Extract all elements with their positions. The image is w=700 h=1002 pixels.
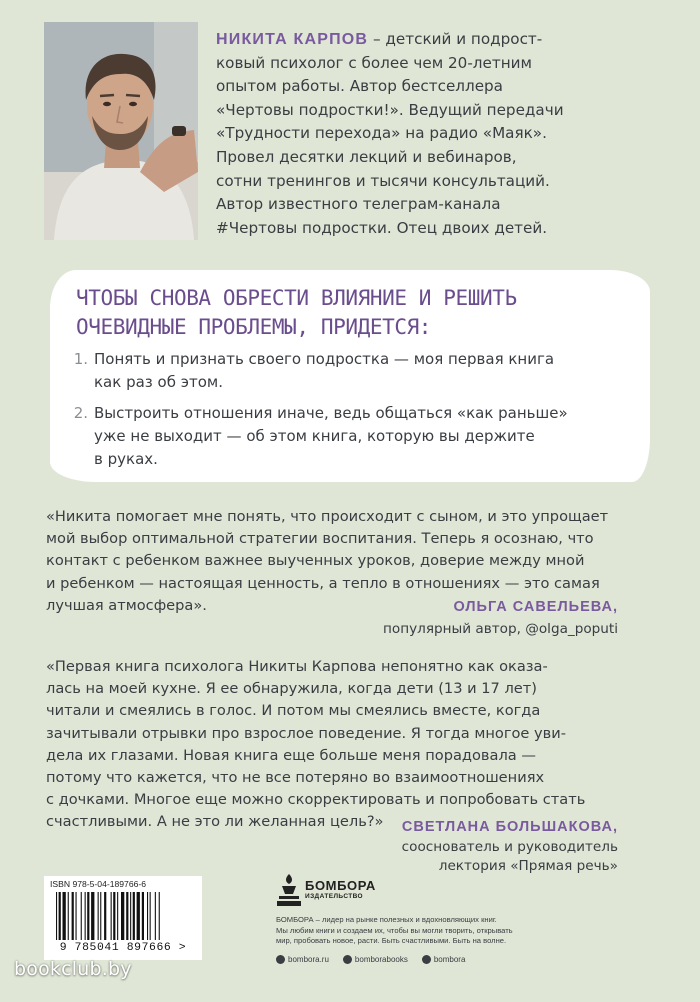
author-portrait-image — [44, 22, 198, 240]
author-name: НИКИТА КАРПОВ — [216, 31, 369, 48]
quote-author-role — [298, 620, 618, 639]
publisher-blurb — [276, 915, 626, 947]
callout-item-number: 2. — [73, 404, 88, 422]
quote-line: потому что кажется, что не все потеряно во взаимоотношениях — [46, 769, 545, 787]
callout-item-line: как раз об этом. — [94, 373, 223, 391]
quote-line: «Никита помогает мне понять, что происходит с сыном, и это упрощает — [46, 508, 609, 525]
quote-author-name: ОЛЬГА САВЕЛЬЕВА, — [453, 599, 618, 615]
quote-line: лась на моей кухне. Я ее обнаружила, когда дети (13 и 17 лет) — [46, 680, 537, 698]
publisher-name: БОМБОРА — [305, 878, 376, 893]
callout-heading-line: ЧТОБЫ СНОВА ОБРЕСТИ ВЛИЯНИЕ И РЕШИТЬ — [76, 286, 517, 310]
publisher-logo-icon — [276, 872, 302, 908]
callout-item-number: 1. — [73, 350, 88, 368]
callout-heading — [76, 284, 636, 342]
video-icon — [422, 955, 431, 964]
publisher-blurb-line: мир, пробовать новое, расти. Быть счастливыми. Быть на волне. — [276, 936, 507, 946]
quote-line: зачитывали отрывки про взрослое поведение. Я тогда многое уви- — [46, 724, 567, 742]
quote-line: читали и смеялись в голос. И потом мы смеялись вместе, когда — [46, 702, 541, 720]
social-label: bombora.ru — [288, 955, 329, 964]
social-label: bombora — [433, 955, 466, 964]
callout-item-line: в руках. — [94, 450, 158, 468]
bio-text: – детский и подрост- — [368, 30, 543, 48]
bio-line: «Чертовы подростки!». Ведущий передачи — [216, 100, 564, 119]
quote-author-name: СВЕТЛАНА БОЛЬШАКОВА, — [401, 819, 618, 835]
callout-item-text — [94, 402, 568, 471]
callout-list — [60, 348, 640, 479]
bio-line: Автор известного телеграм-канала — [216, 195, 501, 214]
bio-line: ковый психолог с более чем 20-летним — [216, 53, 532, 72]
globe-icon — [276, 955, 285, 964]
quote-line: и ребенком — настоящая ценность, а тепло в отношениях — это самая — [46, 574, 600, 592]
social-link-video[interactable] — [422, 955, 466, 964]
callout-item — [60, 348, 640, 394]
quote-line: «Первая книга психолога Никиты Карпова непонятно как оказа- — [46, 658, 548, 675]
isbn-number: ISBN 978-5-04-189766-6 — [50, 879, 147, 889]
callout-item-line: Понять и признать своего подростка — моя первая книга — [94, 350, 555, 368]
bio-line — [216, 28, 656, 52]
callout-item-line: уже не выходит — об этом книга, которую вы держите — [94, 427, 535, 445]
quote-line: счастливыми. А не это ли желанная цель?» — [46, 813, 384, 831]
testimonial-quote — [46, 656, 618, 834]
publisher-blurb-line: БОМБОРА – лидер на рынке полезных и вдохновляющих книг. — [276, 915, 497, 924]
social-link-site[interactable] — [276, 955, 329, 964]
bio-line: #Чертовы подростки. Отец двоих детей. — [216, 218, 548, 237]
publisher-blurb-line: Мы любим книги и создаем их, чтобы вы могли творить, открывать — [276, 925, 513, 935]
ean-digits: 9 785041 897666 > — [59, 942, 187, 954]
bio-line: Провел десятки лекций и вебинаров, — [216, 147, 517, 166]
barcode-bars — [56, 892, 192, 942]
site-watermark: bookclub.by — [14, 958, 132, 980]
author-bio — [216, 28, 656, 240]
quote-line: контакт с ребенком важнее выученных уроков, доверие между мной — [46, 552, 585, 570]
bio-line: сотни тренингов и тысячи консультаций. — [216, 171, 550, 190]
quote-line: лучшая атмосфера». — [46, 596, 207, 614]
social-label: bomborabooks — [354, 955, 408, 964]
quote-line: дела их глазами. Новая книга еще больше меня порадовала — — [46, 746, 536, 764]
network-icon — [343, 955, 352, 964]
publisher-socials — [276, 955, 465, 964]
callout-item-text — [94, 348, 554, 394]
author-photo — [44, 22, 198, 240]
quote-role-line: популярный автор, @olga_poputi — [383, 621, 618, 637]
bio-line: «Трудности перехода» на радио «Маяк». — [216, 124, 547, 143]
publisher-subtitle: ИЗДАТЕЛЬСТВО — [305, 893, 364, 900]
barcode — [44, 876, 202, 960]
bio-line: опытом работы. Автор бестселлера — [216, 77, 503, 96]
quote-role-line: сооснователь и руководитель — [401, 839, 618, 855]
callout-heading-line: ОЧЕВИДНЫЕ ПРОБЛЕМЫ, ПРИДЕТСЯ: — [76, 315, 432, 339]
quote-role-line: лектория «Прямая речь» — [438, 858, 618, 874]
social-link-network[interactable] — [343, 955, 408, 964]
quote-line: мой выбор оптимальной стратегии воспитания. Теперь я осознаю, что — [46, 530, 594, 548]
quote-line: с дочками. Многое еще можно скорректировать и попробовать стать — [46, 791, 586, 809]
quote-author-role — [298, 838, 618, 876]
callout-item — [60, 402, 640, 471]
callout-item-line: Выстроить отношения иначе, ведь общаться «как раньше» — [94, 404, 568, 422]
